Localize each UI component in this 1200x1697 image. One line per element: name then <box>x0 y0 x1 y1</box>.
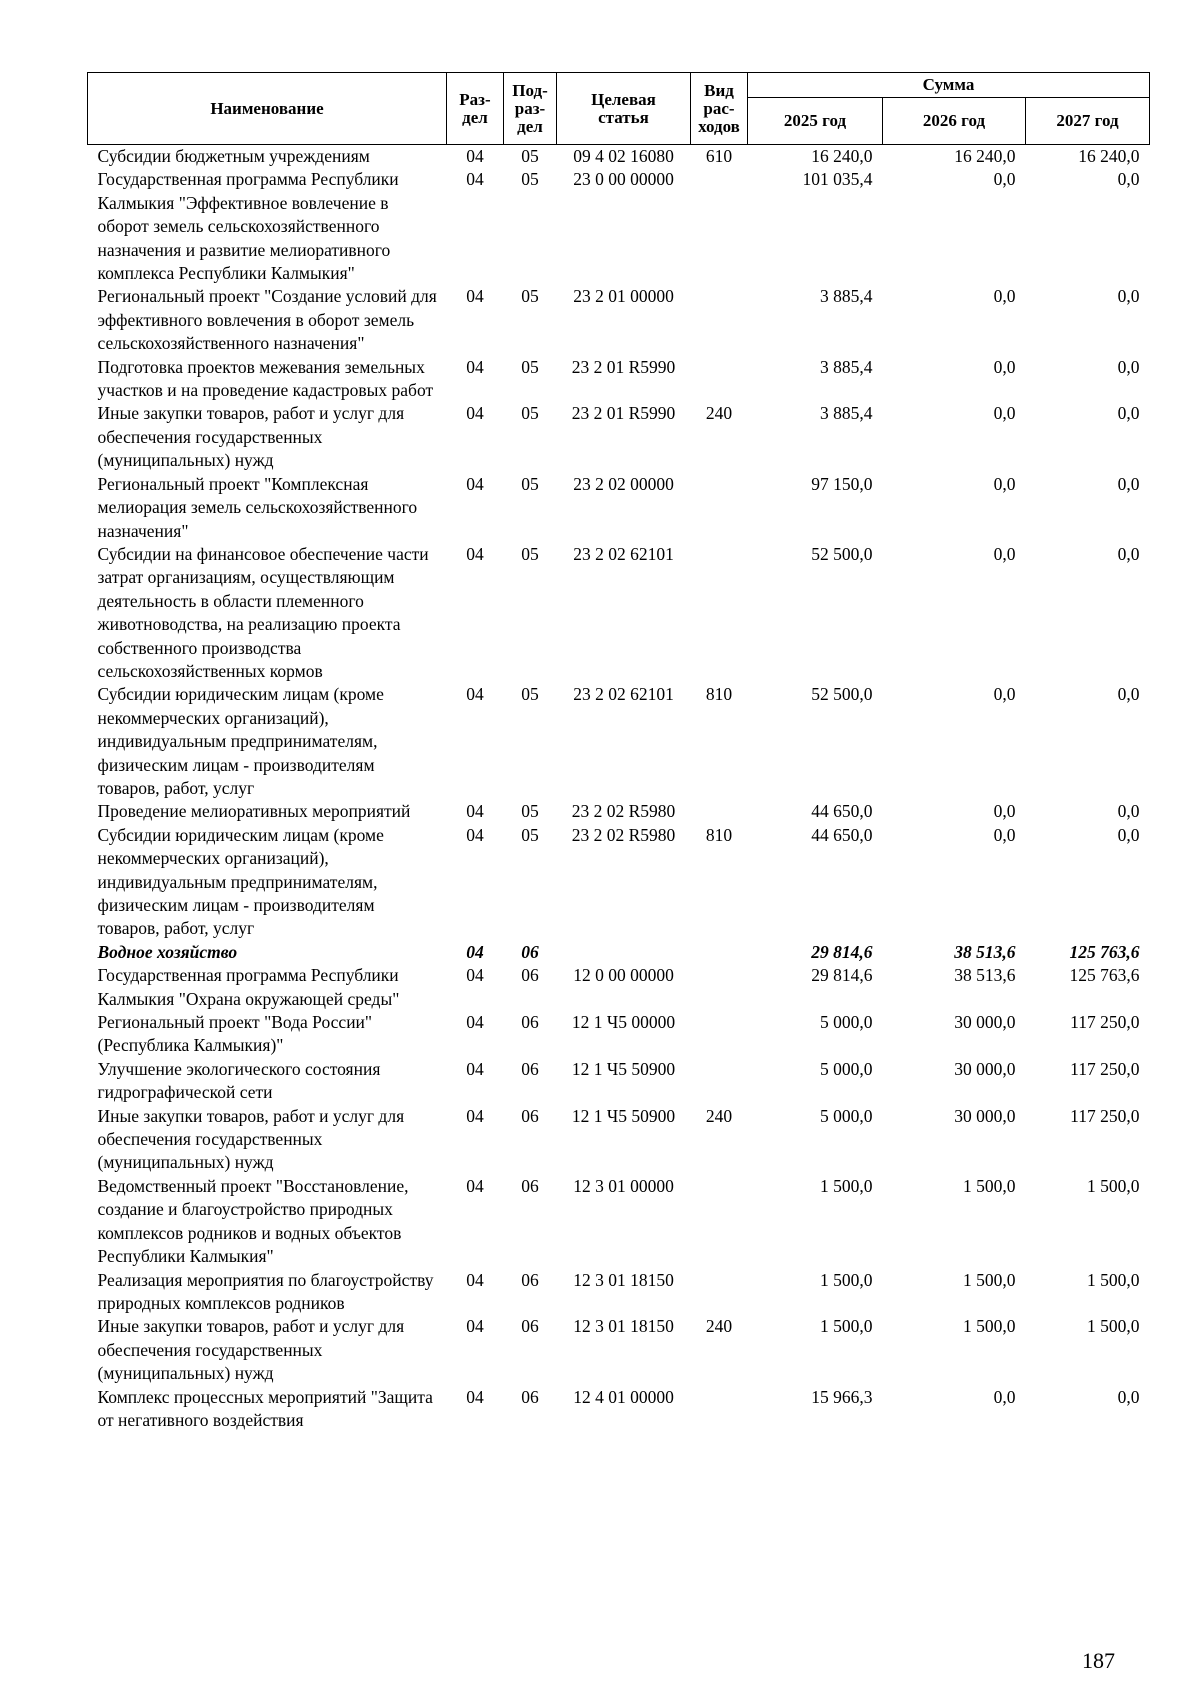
row-sum-2027: 125 763,6 <box>1069 941 1140 962</box>
header-summa: Сумма <box>748 73 1150 98</box>
table-row <box>88 285 1150 355</box>
row-sum-2026: 38 513,6 <box>954 965 1016 986</box>
row-sum-2026: 0,0 <box>993 356 1016 377</box>
table-row <box>88 800 1150 823</box>
row-vid-rashodov: 240 <box>705 1105 733 1126</box>
table-row <box>88 1386 1150 1433</box>
row-vid-rashodov <box>691 1269 748 1316</box>
row-sum-2027: 0,0 <box>1117 356 1140 377</box>
row-razdel: 04 <box>466 965 484 986</box>
row-sum-2025: 3 885,4 <box>820 286 873 307</box>
row-sum-2027: 0,0 <box>1117 824 1140 845</box>
row-sum-2025: 44 650,0 <box>811 824 873 845</box>
row-sum-2027: 1 500,0 <box>1087 1269 1140 1290</box>
row-podrazdel: 06 <box>521 965 539 986</box>
table-row <box>88 1315 1150 1385</box>
table-row <box>88 1175 1150 1269</box>
row-celevaya-statya: 12 3 01 00000 <box>573 1175 674 1196</box>
row-name: Реализация мероприятия по благоустройству природных комплексов родников <box>97 1269 434 1313</box>
row-sum-2027: 117 250,0 <box>1070 1105 1140 1126</box>
row-vid-rashodov: 610 <box>705 146 733 166</box>
row-sum-2027: 0,0 <box>1117 286 1140 307</box>
row-vid-rashodov <box>691 1386 748 1433</box>
row-name: Региональный проект "Вода России" (Республика Калмыкия)" <box>97 1012 373 1056</box>
row-vid-rashodov: 810 <box>705 824 733 845</box>
row-sum-2026: 0,0 <box>993 169 1016 190</box>
row-vid-rashodov <box>691 168 748 285</box>
row-name: Комплекс процессных мероприятий "Защита от негативного воздействия <box>97 1386 433 1430</box>
row-celevaya-statya: 23 2 01 00000 <box>573 286 674 307</box>
row-razdel: 04 <box>466 473 484 494</box>
row-sum-2026: 30 000,0 <box>954 1058 1016 1079</box>
table-row <box>88 964 1150 1011</box>
row-sum-2026: 0,0 <box>993 801 1016 822</box>
row-sum-2026: 0,0 <box>993 286 1016 307</box>
row-sum-2025: 5 000,0 <box>820 1012 873 1033</box>
row-razdel: 04 <box>466 1012 484 1033</box>
row-vid-rashodov <box>691 543 748 683</box>
row-celevaya-statya: 23 0 00 00000 <box>573 169 674 190</box>
row-sum-2026: 38 513,6 <box>954 941 1016 962</box>
row-celevaya-statya: 23 2 02 R5980 <box>571 824 676 845</box>
row-sum-2027: 0,0 <box>1117 403 1140 424</box>
row-podrazdel: 05 <box>521 801 539 822</box>
row-podrazdel: 05 <box>521 543 539 564</box>
table-row <box>88 1011 1150 1058</box>
row-vid-rashodov <box>691 941 748 964</box>
row-name: Региональный проект "Создание условий для эффективного вовлечения в оборот земель сельскохозяйственного назначения" <box>97 286 437 354</box>
row-sum-2026: 0,0 <box>993 824 1016 845</box>
row-razdel: 04 <box>466 824 484 845</box>
table-row <box>88 1269 1150 1316</box>
header-celevaya: Целевая статья <box>557 73 691 145</box>
row-sum-2026: 1 500,0 <box>963 1175 1016 1196</box>
row-razdel: 04 <box>466 1058 484 1079</box>
row-vid-rashodov: 240 <box>705 403 733 424</box>
row-vid-rashodov: 240 <box>705 1316 733 1337</box>
row-celevaya-statya: 23 2 02 62101 <box>573 684 674 705</box>
row-vid-rashodov <box>691 285 748 355</box>
row-sum-2026: 0,0 <box>993 473 1016 494</box>
row-podrazdel: 06 <box>521 1175 539 1196</box>
row-vid-rashodov <box>691 964 748 1011</box>
row-sum-2025: 29 814,6 <box>811 965 873 986</box>
row-podrazdel: 06 <box>521 1058 539 1079</box>
row-sum-2025: 52 500,0 <box>811 543 873 564</box>
table-header <box>88 73 1150 145</box>
row-razdel: 04 <box>466 1175 484 1196</box>
row-razdel: 04 <box>466 941 484 962</box>
row-sum-2027: 1 500,0 <box>1087 1175 1140 1196</box>
row-sum-2027: 117 250,0 <box>1070 1012 1140 1033</box>
row-celevaya-statya: 23 2 02 00000 <box>573 473 674 494</box>
table-row <box>88 543 1150 683</box>
row-sum-2025: 44 650,0 <box>811 801 873 822</box>
row-name: Субсидии юридическим лицам (кроме некоммерческих организаций), индивидуальным предпринимателям, физическим лицам - производителям товаров, работ, услуг <box>97 684 384 798</box>
row-podrazdel: 06 <box>521 1316 539 1337</box>
row-name: Ведомственный проект "Восстановление, создание и благоустройство природных комплексов родников и водных объектов Республики Калмыкия" <box>97 1175 409 1267</box>
row-sum-2027: 125 763,6 <box>1069 965 1140 986</box>
table-row <box>88 824 1150 941</box>
row-podrazdel: 06 <box>521 1386 539 1407</box>
row-podrazdel: 05 <box>521 403 539 424</box>
row-celevaya-statya: 12 3 01 18150 <box>573 1269 674 1290</box>
row-podrazdel: 05 <box>521 146 539 166</box>
row-name: Иные закупки товаров, работ и услуг для обеспечения государственных (муниципальных) нужд <box>97 1316 405 1384</box>
row-celevaya-statya: 23 2 01 R5990 <box>571 356 676 377</box>
row-sum-2025: 15 966,3 <box>811 1386 873 1407</box>
table-row <box>88 145 1150 169</box>
table-row <box>88 402 1150 472</box>
row-sum-2026: 30 000,0 <box>954 1105 1016 1126</box>
row-podrazdel: 06 <box>521 941 539 962</box>
row-vid-rashodov <box>691 1011 748 1058</box>
row-sum-2027: 0,0 <box>1117 801 1140 822</box>
row-razdel: 04 <box>466 684 484 705</box>
row-sum-2025: 5 000,0 <box>820 1105 873 1126</box>
row-razdel: 04 <box>466 356 484 377</box>
row-celevaya-statya: 12 4 01 00000 <box>573 1386 674 1407</box>
row-sum-2025: 52 500,0 <box>811 684 873 705</box>
row-podrazdel: 05 <box>521 356 539 377</box>
table-body <box>88 145 1150 1433</box>
row-celevaya-statya: 12 1 Ч5 50900 <box>571 1105 676 1126</box>
row-sum-2025: 1 500,0 <box>820 1269 873 1290</box>
row-celevaya-statya: 23 2 02 R5980 <box>571 801 676 822</box>
row-sum-2025: 29 814,6 <box>811 941 873 962</box>
table-row <box>88 683 1150 800</box>
row-podrazdel: 05 <box>521 824 539 845</box>
row-sum-2025: 97 150,0 <box>811 473 873 494</box>
row-vid-rashodov <box>691 1058 748 1105</box>
row-podrazdel: 05 <box>521 684 539 705</box>
row-vid-rashodov <box>691 1175 748 1269</box>
row-sum-2027: 0,0 <box>1117 684 1140 705</box>
row-razdel: 04 <box>466 1386 484 1407</box>
row-podrazdel: 06 <box>521 1269 539 1290</box>
row-name: Иные закупки товаров, работ и услуг для обеспечения государственных (муниципальных) нужд <box>97 403 405 471</box>
row-name: Иные закупки товаров, работ и услуг для обеспечения государственных (муниципальных) нужд <box>97 1105 405 1173</box>
table-row <box>88 356 1150 403</box>
row-name: Проведение мелиоративных мероприятий <box>97 801 411 822</box>
row-celevaya-statya: 09 4 02 16080 <box>573 146 674 166</box>
row-razdel: 04 <box>466 543 484 564</box>
header-name: Наименование <box>88 73 447 145</box>
row-sum-2026: 16 240,0 <box>954 146 1016 166</box>
row-podrazdel: 05 <box>521 473 539 494</box>
row-sum-2027: 1 500,0 <box>1087 1316 1140 1337</box>
row-sum-2025: 1 500,0 <box>820 1175 873 1196</box>
row-name: Субсидии бюджетным учреждениям <box>97 146 370 166</box>
row-razdel: 04 <box>466 286 484 307</box>
row-razdel: 04 <box>466 1316 484 1337</box>
row-name: Водное хозяйство <box>97 941 238 962</box>
row-podrazdel: 05 <box>521 286 539 307</box>
row-vid-rashodov <box>691 473 748 543</box>
row-celevaya-statya <box>557 941 691 964</box>
row-name: Государственная программа Республики Калмыкия "Эффективное вовлечение в оборот земель сельскохозяйственного назначения и развитие мелиоративного комплекса Республики Калмыкия" <box>97 169 399 284</box>
header-2027: 2027 год <box>1026 98 1150 145</box>
row-sum-2025: 1 500,0 <box>820 1316 873 1337</box>
row-razdel: 04 <box>466 169 484 190</box>
row-sum-2026: 1 500,0 <box>963 1269 1016 1290</box>
row-name: Улучшение экологического состояния гидрографической сети <box>97 1058 381 1103</box>
row-sum-2027: 117 250,0 <box>1070 1058 1140 1079</box>
table-row <box>88 168 1150 285</box>
header-podrazdel: Под- раз- дел <box>504 73 557 145</box>
row-sum-2027: 16 240,0 <box>1078 146 1140 166</box>
row-sum-2027: 0,0 <box>1117 473 1140 494</box>
row-razdel: 04 <box>466 801 484 822</box>
row-razdel: 04 <box>466 403 484 424</box>
table-row <box>88 941 1150 964</box>
row-vid-rashodov <box>691 800 748 823</box>
row-name: Региональный проект "Комплексная мелиорация земель сельскохозяйственного назначения" <box>97 473 418 541</box>
row-podrazdel: 06 <box>521 1105 539 1126</box>
row-sum-2025: 3 885,4 <box>820 403 873 424</box>
row-sum-2026: 0,0 <box>993 1386 1016 1407</box>
row-sum-2027: 0,0 <box>1117 543 1140 564</box>
row-sum-2026: 0,0 <box>993 403 1016 424</box>
row-razdel: 04 <box>466 146 484 166</box>
row-celevaya-statya: 12 1 Ч5 50900 <box>571 1058 676 1079</box>
table-row <box>88 473 1150 543</box>
row-razdel: 04 <box>466 1105 484 1126</box>
row-razdel: 04 <box>466 1269 484 1290</box>
row-sum-2025: 5 000,0 <box>820 1058 873 1079</box>
row-celevaya-statya: 23 2 01 R5990 <box>571 403 676 424</box>
row-celevaya-statya: 12 0 00 00000 <box>573 965 674 986</box>
header-razdel: Раз- дел <box>447 73 504 145</box>
table-row <box>88 1058 1150 1105</box>
row-sum-2026: 0,0 <box>993 684 1016 705</box>
row-celevaya-statya: 12 1 Ч5 00000 <box>571 1012 676 1033</box>
row-sum-2026: 0,0 <box>993 543 1016 564</box>
row-vid-rashodov: 810 <box>705 684 733 705</box>
row-name: Субсидии на финансовое обеспечение части затрат организациям, осуществляющим деятельность в области племенного животноводства, на реализацию проекта собственного производства сельскохозяйственных кормов <box>97 543 429 681</box>
row-name: Субсидии юридическим лицам (кроме некоммерческих организаций), индивидуальным предпринимателям, физическим лицам - производителям товаров, работ, услуг <box>97 824 384 939</box>
header-2026: 2026 год <box>883 98 1026 145</box>
header-vid: Вид рас- ходов <box>691 73 748 145</box>
row-name: Подготовка проектов межевания земельных участков и на проведение кадастровых работ <box>97 356 434 401</box>
row-sum-2027: 0,0 <box>1117 169 1140 190</box>
row-sum-2026: 1 500,0 <box>963 1316 1016 1337</box>
row-sum-2025: 16 240,0 <box>811 146 873 166</box>
row-sum-2027: 0,0 <box>1117 1386 1140 1407</box>
page-number: 187 <box>1082 1648 1115 1673</box>
document-page <box>87 72 1149 1432</box>
row-name: Государственная программа Республики Калмыкия "Охрана окружающей среды" <box>97 965 400 1009</box>
row-sum-2026: 30 000,0 <box>954 1012 1016 1033</box>
row-celevaya-statya: 23 2 02 62101 <box>573 543 674 564</box>
row-podrazdel: 06 <box>521 1012 539 1033</box>
row-sum-2025: 3 885,4 <box>820 356 873 377</box>
header-2025: 2025 год <box>748 98 883 145</box>
budget-table <box>87 72 1150 1432</box>
table-row <box>88 1105 1150 1175</box>
row-podrazdel: 05 <box>521 169 539 190</box>
row-vid-rashodov <box>691 356 748 403</box>
row-celevaya-statya: 12 3 01 18150 <box>573 1316 674 1337</box>
row-sum-2025: 101 035,4 <box>802 169 873 190</box>
